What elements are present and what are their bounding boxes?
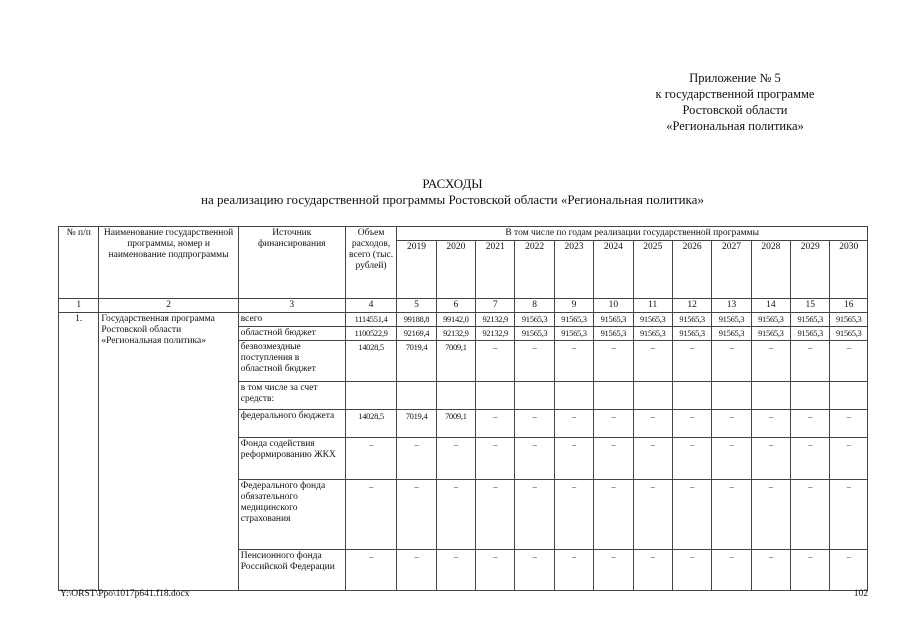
program-number: 1. — [59, 313, 99, 591]
year-value: – — [594, 438, 633, 480]
year-value: – — [830, 341, 868, 382]
year-value: – — [633, 410, 672, 438]
year-value: 91565,3 — [712, 327, 751, 341]
year-value: – — [672, 438, 711, 480]
funding-source: областной бюджет — [238, 327, 345, 341]
year-value: – — [397, 438, 436, 480]
column-number: 10 — [594, 299, 633, 313]
year-value: – — [791, 550, 830, 591]
funding-source: безвозмездные поступления в областной бюджет — [238, 341, 345, 382]
header-year: 2021 — [476, 241, 515, 299]
year-value: 91565,3 — [830, 313, 868, 327]
year-value: – — [554, 341, 593, 382]
year-value: 7019,4 — [397, 341, 436, 382]
year-value: – — [830, 480, 868, 550]
year-value: – — [476, 550, 515, 591]
column-number: 8 — [515, 299, 554, 313]
funding-source: Фонда содействия реформированию ЖКХ — [238, 438, 345, 480]
year-value: – — [791, 341, 830, 382]
appendix-block — [605, 70, 865, 134]
year-value: – — [712, 550, 751, 591]
year-value: 99188,8 — [397, 313, 436, 327]
header-year: 2024 — [594, 241, 633, 299]
year-value: – — [515, 550, 554, 591]
year-value: – — [751, 550, 790, 591]
year-value: 91565,3 — [633, 327, 672, 341]
document-heading — [0, 176, 905, 208]
appendix-line-2: к государственной программе — [655, 87, 815, 101]
column-number: 6 — [436, 299, 475, 313]
year-value — [791, 382, 830, 410]
column-number: 12 — [672, 299, 711, 313]
header-year: 2023 — [554, 241, 593, 299]
year-value: – — [515, 438, 554, 480]
year-value: 91565,3 — [672, 327, 711, 341]
year-value: 92132,9 — [476, 313, 515, 327]
total-volume: 14028,5 — [345, 341, 397, 382]
year-value: – — [791, 410, 830, 438]
header-year: 2030 — [830, 241, 868, 299]
year-value: – — [830, 438, 868, 480]
year-value — [633, 382, 672, 410]
total-volume: – — [345, 550, 397, 591]
header-year: 2019 — [397, 241, 436, 299]
year-value: – — [672, 410, 711, 438]
year-value — [436, 382, 475, 410]
year-value: – — [672, 341, 711, 382]
year-value: – — [830, 550, 868, 591]
table-row — [59, 313, 868, 327]
year-value: – — [751, 341, 790, 382]
year-value — [554, 382, 593, 410]
year-value: 92169,4 — [397, 327, 436, 341]
year-value: – — [436, 550, 475, 591]
table-body — [59, 313, 868, 591]
year-value — [830, 382, 868, 410]
column-number: 16 — [830, 299, 868, 313]
funding-source: федерального бюджета — [238, 410, 345, 438]
total-volume: – — [345, 480, 397, 550]
year-value — [672, 382, 711, 410]
header-year: 2026 — [672, 241, 711, 299]
year-value: – — [554, 480, 593, 550]
year-value: 7009,1 — [436, 410, 475, 438]
year-value: 91565,3 — [515, 313, 554, 327]
year-value: 91565,3 — [554, 327, 593, 341]
year-value: – — [672, 480, 711, 550]
year-value: 91565,3 — [554, 313, 593, 327]
year-value: – — [751, 410, 790, 438]
year-value: – — [515, 480, 554, 550]
year-value: 91565,3 — [751, 313, 790, 327]
header-name: Наименование государственной программы, номер и наименование подпрограммы — [99, 227, 238, 299]
header-source: Источник финансирования — [238, 227, 345, 299]
column-number: 5 — [397, 299, 436, 313]
appendix-line-3: Ростовской области — [682, 103, 788, 117]
column-number: 7 — [476, 299, 515, 313]
year-value: – — [594, 410, 633, 438]
page-number: 102 — [853, 589, 868, 599]
year-value — [476, 382, 515, 410]
year-value: 91565,3 — [712, 313, 751, 327]
year-value — [751, 382, 790, 410]
year-value — [515, 382, 554, 410]
year-value: – — [791, 480, 830, 550]
column-number: 2 — [99, 299, 238, 313]
header-year: 2020 — [436, 241, 475, 299]
year-value: 99142,0 — [436, 313, 475, 327]
year-value: – — [554, 438, 593, 480]
year-value: – — [672, 550, 711, 591]
year-value: 91565,3 — [751, 327, 790, 341]
file-path: Y:\ORST\Ppo\1017p641.f18.docx — [60, 589, 190, 599]
header-years-group: В том числе по годам реализации государственной программы — [397, 227, 868, 241]
appendix-line-1: Приложение № 5 — [689, 71, 781, 85]
year-value: – — [436, 480, 475, 550]
year-value — [594, 382, 633, 410]
expenses-table — [58, 226, 868, 591]
year-value: 91565,3 — [594, 313, 633, 327]
column-number: 3 — [238, 299, 345, 313]
column-number: 15 — [791, 299, 830, 313]
year-value: – — [397, 480, 436, 550]
column-numbers-row — [59, 299, 868, 313]
year-value — [397, 382, 436, 410]
year-value: 92132,9 — [436, 327, 475, 341]
year-value: – — [594, 480, 633, 550]
year-value: – — [712, 341, 751, 382]
funding-source: Федерального фонда обязательного медицинского страхования — [238, 480, 345, 550]
year-value: – — [397, 550, 436, 591]
year-value: 91565,3 — [594, 327, 633, 341]
total-volume: 1100522,9 — [345, 327, 397, 341]
year-value: – — [476, 410, 515, 438]
year-value: – — [436, 438, 475, 480]
column-number: 1 — [59, 299, 99, 313]
column-number: 14 — [751, 299, 790, 313]
header-year: 2022 — [515, 241, 554, 299]
year-value — [712, 382, 751, 410]
appendix-line-4: «Региональная политика» — [666, 119, 804, 133]
year-value: 91565,3 — [791, 313, 830, 327]
year-value: – — [633, 550, 672, 591]
column-number: 4 — [345, 299, 397, 313]
year-value: 92132,9 — [476, 327, 515, 341]
year-value: – — [554, 550, 593, 591]
year-value: – — [594, 550, 633, 591]
year-value: – — [712, 410, 751, 438]
year-value: 91565,3 — [515, 327, 554, 341]
year-value: – — [633, 480, 672, 550]
header-num: № п/п — [59, 227, 99, 299]
year-value: – — [554, 410, 593, 438]
year-value: 91565,3 — [672, 313, 711, 327]
document-subtitle: на реализацию государственной программы Ростовской области «Региональная политика» — [201, 192, 704, 207]
header-volume: Объем расходов, всего (тыс. рублей) — [345, 227, 397, 299]
column-number: 11 — [633, 299, 672, 313]
header-year: 2028 — [751, 241, 790, 299]
year-value: – — [476, 438, 515, 480]
year-value: 7019,4 — [397, 410, 436, 438]
header-year: 2029 — [791, 241, 830, 299]
column-number: 13 — [712, 299, 751, 313]
funding-source: в том числе за счет средств: — [238, 382, 345, 410]
year-value: – — [594, 341, 633, 382]
funding-source: Пенсионного фонда Российской Федерации — [238, 550, 345, 591]
year-value: 91565,3 — [633, 313, 672, 327]
year-value: – — [633, 341, 672, 382]
year-value: – — [476, 480, 515, 550]
year-value: – — [515, 410, 554, 438]
header-year: 2027 — [712, 241, 751, 299]
year-value: – — [791, 438, 830, 480]
year-value: – — [751, 438, 790, 480]
total-volume — [345, 382, 397, 410]
year-value: – — [515, 341, 554, 382]
total-volume: 14028,5 — [345, 410, 397, 438]
year-value: – — [476, 341, 515, 382]
column-number: 9 — [554, 299, 593, 313]
year-value: 7009,1 — [436, 341, 475, 382]
document-title: РАСХОДЫ — [422, 176, 483, 191]
year-value: 91565,3 — [830, 327, 868, 341]
year-value: – — [712, 480, 751, 550]
total-volume: 1114551,4 — [345, 313, 397, 327]
year-value: 91565,3 — [791, 327, 830, 341]
program-name: Государственная программа Ростовской области «Региональная политика» — [99, 313, 238, 591]
header-year: 2025 — [633, 241, 672, 299]
funding-source: всего — [238, 313, 345, 327]
total-volume: – — [345, 438, 397, 480]
year-value: – — [633, 438, 672, 480]
year-value: – — [830, 410, 868, 438]
year-value: – — [712, 438, 751, 480]
year-value: – — [751, 480, 790, 550]
